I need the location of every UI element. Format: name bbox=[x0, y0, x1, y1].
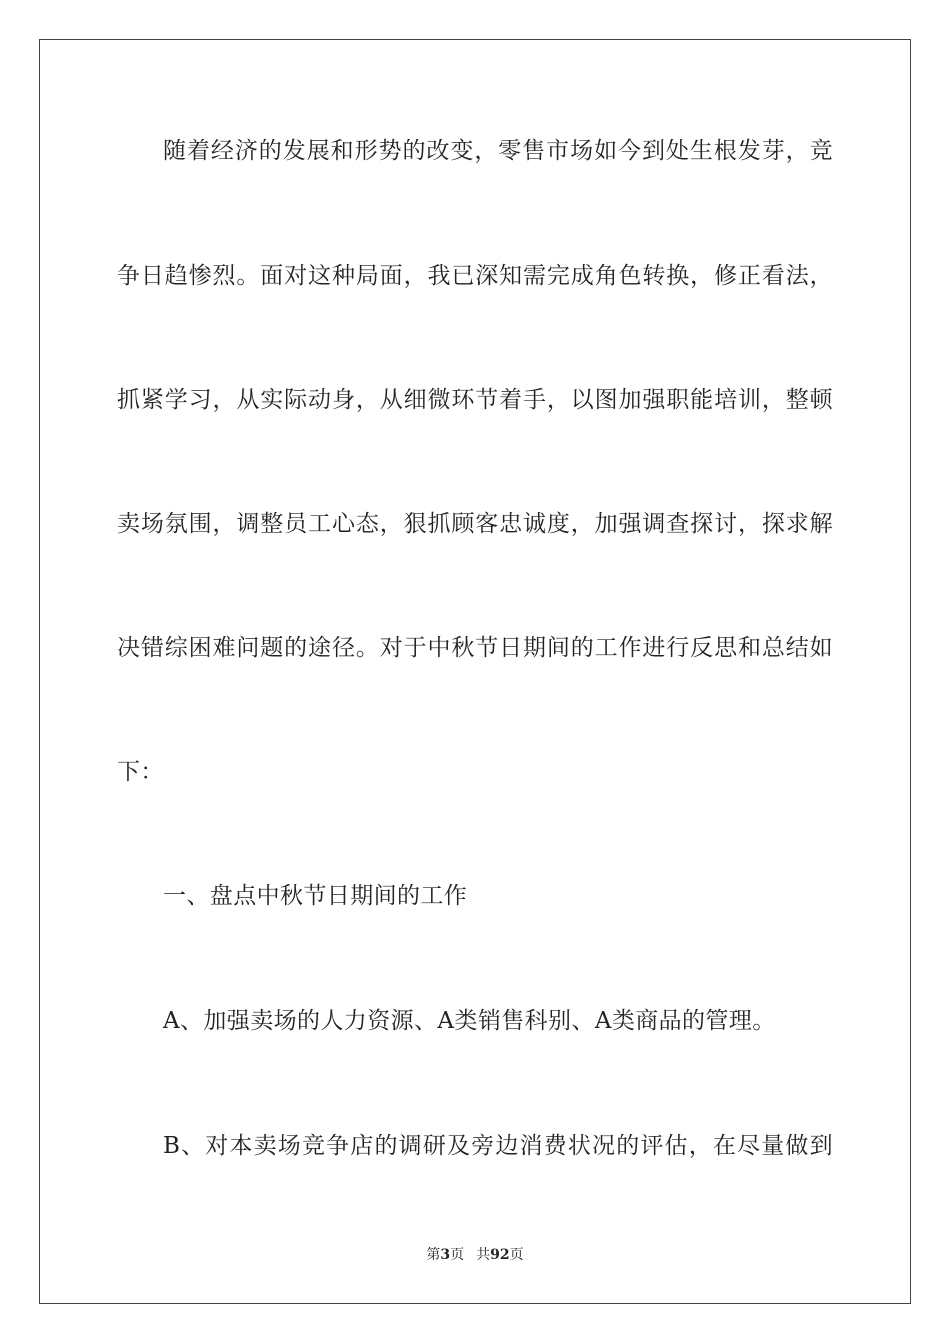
total-pages: 92 bbox=[490, 1247, 510, 1263]
paragraph-1-line-1: 随着经济的发展和形势的改变，零售市场如今到处生根发芽，竞 bbox=[163, 138, 833, 164]
paragraph-1-line-5: 决错综困难问题的途径。对于中秋节日期间的工作进行反思和总结如 bbox=[117, 635, 833, 661]
page-number: 3 bbox=[440, 1247, 451, 1263]
item-a: A、加强卖场的人力资源、A类销售科别、A类商品的管理。 bbox=[163, 1008, 776, 1034]
item-b: B、对本卖场竞争店的调研及旁边消费状况的评估，在尽量做到 bbox=[163, 1133, 833, 1159]
paragraph-1-line-4: 卖场氛围，调整员工心态，狠抓顾客忠诚度，加强调查探讨，探求解 bbox=[117, 511, 833, 537]
total-suffix: 页 bbox=[509, 1247, 524, 1263]
page-border bbox=[39, 39, 911, 1304]
section-heading: 一、盘点中秋节日期间的工作 bbox=[163, 883, 468, 909]
paragraph-1-line-3: 抓紧学习，从实际动身，从细微环节着手，以图加强职能培训，整顿 bbox=[117, 387, 833, 413]
paragraph-1-line-6: 下： bbox=[117, 759, 164, 785]
page-footer bbox=[0, 1246, 950, 1264]
total-prefix: 共 bbox=[476, 1247, 491, 1263]
page-suffix: 页 bbox=[450, 1247, 465, 1263]
page-prefix: 第 bbox=[426, 1247, 441, 1263]
paragraph-1-line-2: 争日趋惨烈。面对这种局面，我已深知需完成角色转换，修正看法， bbox=[117, 263, 833, 289]
